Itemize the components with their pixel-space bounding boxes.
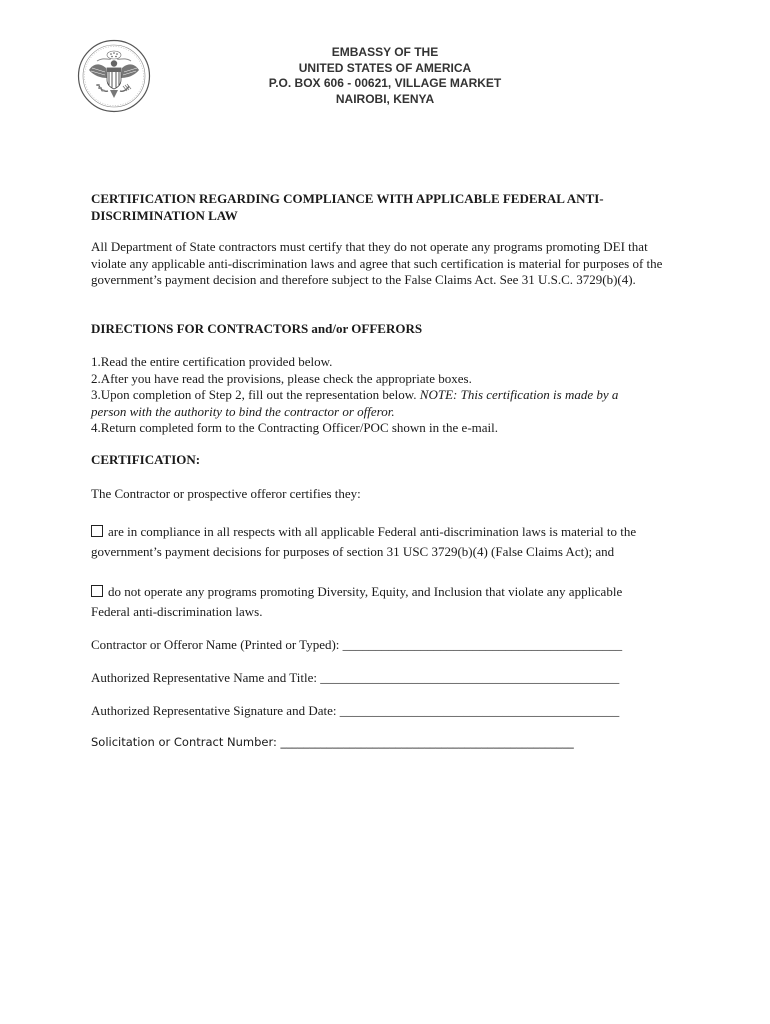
directions-heading: DIRECTIONS FOR CONTRACTORS and/or OFFERORS (91, 321, 423, 336)
dei-checkbox[interactable] (91, 585, 103, 597)
checkbox-label: are in compliance in all respects with all applicable Federal anti-discrimination laws is material to the (108, 524, 637, 539)
contractor-name-field[interactable]: Contractor or Offeror Name (Printed or Typed): ___________________________________________ (91, 637, 623, 652)
title-line: CERTIFICATION REGARDING COMPLIANCE WITH APPLICABLE FEDERAL ANTI- (91, 191, 604, 206)
checkbox-label: do not operate any programs promoting Diversity, Equity, and Inclusion that violate any applicable (108, 584, 623, 599)
header-line: P.O. BOX 606 - 00621, VILLAGE MARKET (268, 76, 502, 90)
header-line: EMBASSY OF THE (331, 45, 439, 59)
contractor-statement: The Contractor or prospective offeror certifies they: (91, 486, 361, 501)
us-great-seal-icon (77, 38, 151, 114)
checkbox-row (91, 582, 691, 602)
certification-heading: CERTIFICATION: (91, 452, 201, 467)
signature-date-field[interactable]: Authorized Representative Signature and Date: ___________________________________________ (91, 703, 620, 718)
certification-item-dei (91, 582, 691, 622)
step-1: 1.Read the entire certification provided below. (91, 354, 333, 369)
checkbox-label-continued: Federal anti-discrimination laws. (91, 604, 263, 619)
header-line: UNITED STATES OF AMERICA (298, 60, 472, 75)
title-line: DISCRIMINATION LAW (91, 208, 238, 223)
step-2: 2.After you have read the provisions, please check the appropriate boxes. (91, 370, 472, 386)
header-line: NAIROBI, KENYA (335, 91, 435, 106)
intro-paragraph: All Department of State contractors must certify that they do not operate any programs promoting DEI that violate any applicable anti-discrimination laws and agree that such certification is material for purposes of the government’s payment decision and therefore subject to the False Claims Act. See 31 U.S.C. 3729(b)(4). (91, 239, 663, 287)
embassy-header (230, 45, 540, 107)
step-3-note-continued: person with the authority to bind the contractor or offeror. (91, 403, 395, 419)
checkbox-row (91, 522, 691, 542)
step-3-text: 3.Upon completion of Step 2, fill out the representation below. (91, 387, 420, 402)
step-3-note: NOTE: This certification is made by a (419, 387, 619, 402)
step-3-continued (91, 404, 681, 421)
representative-name-title-field[interactable]: Authorized Representative Name and Title: ______________________________________________ (91, 670, 620, 685)
contract-number-field[interactable]: Solicitation or Contract Number: ___________________________________________________ (91, 735, 574, 749)
step-3 (91, 387, 681, 404)
checkbox-label-continued: government’s payment decisions for purposes of section 31 USC 3729(b)(4) (False Claims Act); and (91, 544, 615, 559)
compliance-checkbox[interactable] (91, 525, 103, 537)
certification-item-compliance (91, 522, 691, 562)
document-title (91, 190, 651, 224)
step-4: 4.Return completed form to the Contracting Officer/POC shown in the e-mail. (91, 420, 499, 435)
directions-list (91, 354, 681, 437)
